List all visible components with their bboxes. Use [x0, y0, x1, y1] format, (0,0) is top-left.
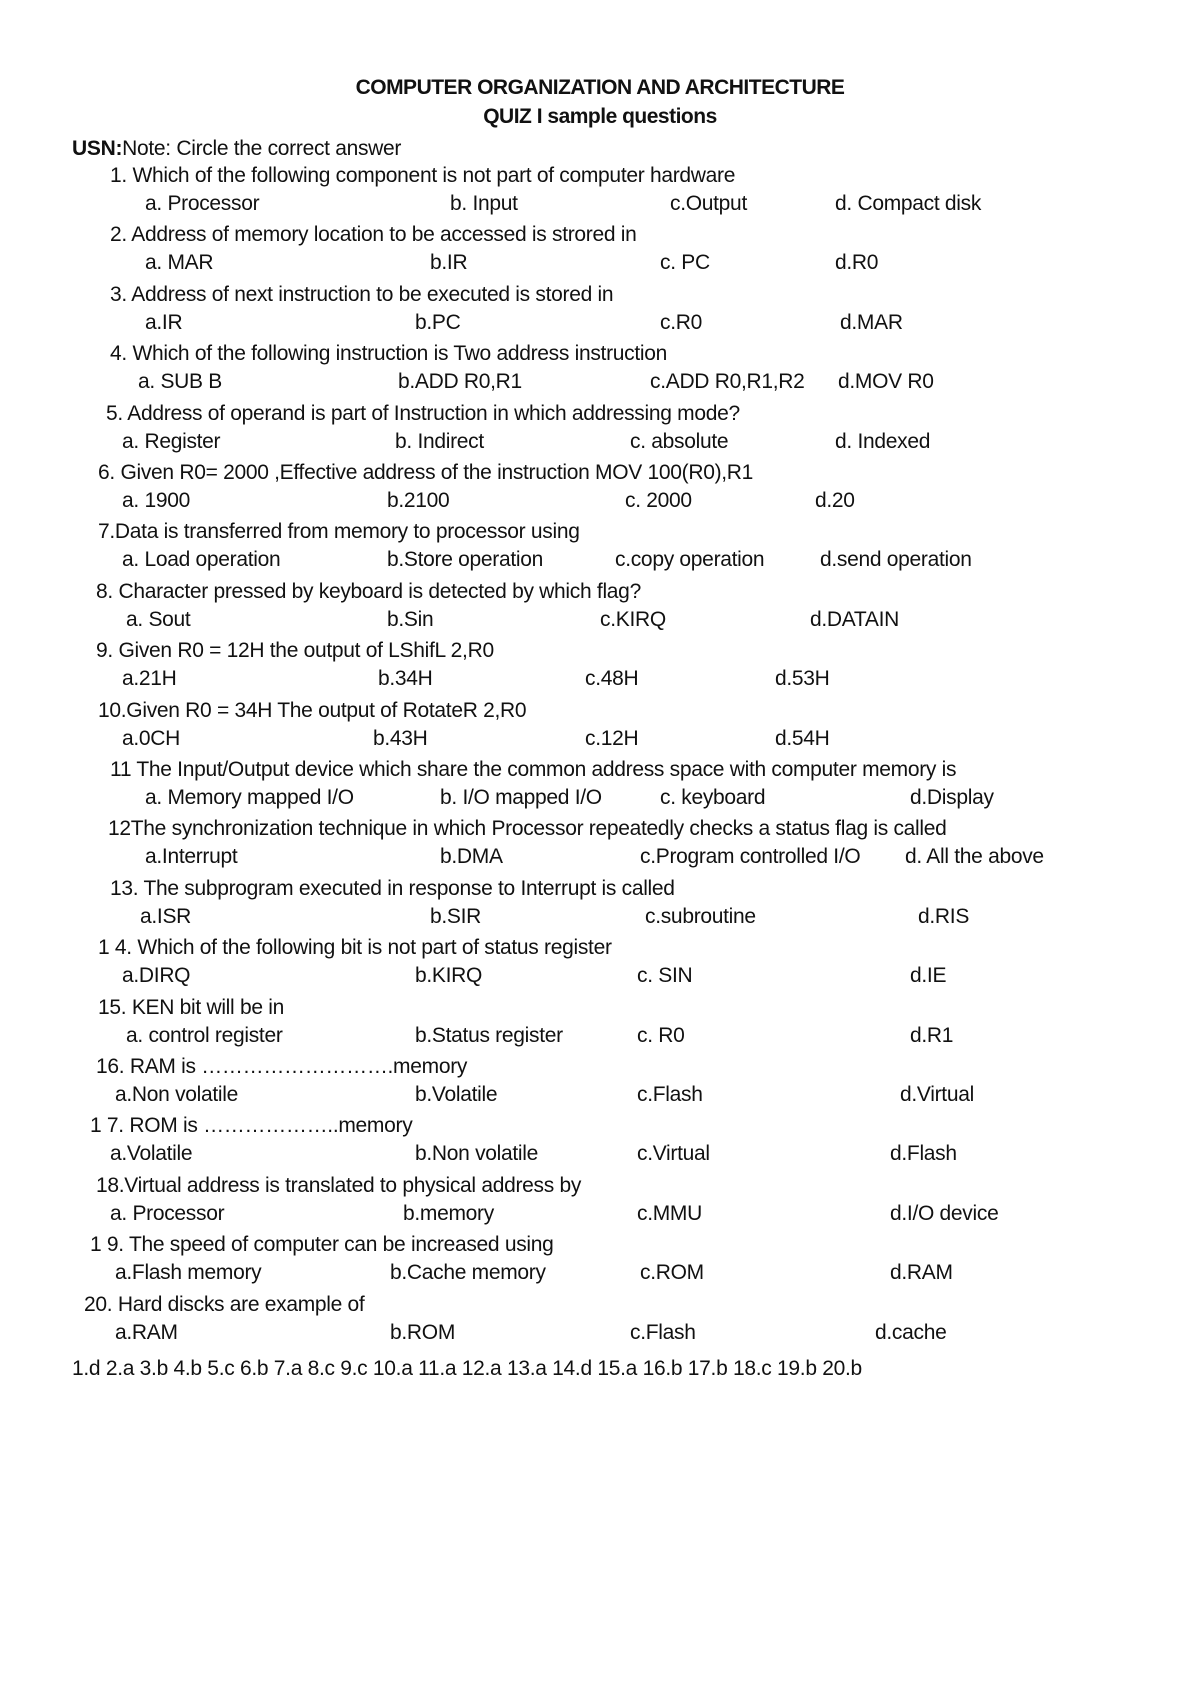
answer-option: c.subroutine [645, 904, 756, 928]
answer-option: a.Flash memory [115, 1261, 262, 1285]
answer-option: d.I/O device [890, 1201, 999, 1225]
answer-option: d.DATAIN [810, 607, 900, 631]
answer-option: a.IR [145, 310, 183, 334]
answer-option: c.KIRQ [600, 607, 666, 631]
answer-option: c. 2000 [625, 489, 692, 512]
question-text: 13. The subprogram executed in response to Interrupt is called [110, 876, 675, 900]
question-text: 6. Given R0= 2000 ,Effective address of the instruction MOV 100(R0),R1 [98, 461, 754, 484]
question-text: 1 4. Which of the following bit is not part of status register [98, 936, 612, 960]
answer-option: a.0CH [122, 726, 181, 750]
answer-option: a. 1900 [122, 489, 190, 512]
answer-option: d.R1 [910, 1023, 954, 1047]
answer-option: d.send operation [820, 548, 972, 572]
answer-option: b.Sin [387, 607, 434, 631]
answer-option: c.Output [670, 192, 747, 215]
answer-option: d.RIS [918, 904, 970, 928]
answer-option: d.RAM [890, 1261, 953, 1285]
usn-note-line [72, 136, 401, 162]
answer-option: c.12H [585, 726, 639, 750]
question-text: 8. Character pressed by keyboard is detected by which flag? [96, 579, 641, 603]
answer-option: c.Program controlled I/O [640, 845, 861, 869]
answer-option: d.cache [875, 1320, 947, 1344]
answer-option: d.54H [775, 726, 830, 750]
answer-option: b.SIR [430, 904, 482, 928]
document-title: COMPUTER ORGANIZATION AND ARCHITECTURE [355, 76, 845, 99]
answer-option: a.Volatile [110, 1142, 193, 1166]
answer-option: b.memory [403, 1201, 494, 1225]
answer-option: a.DIRQ [122, 964, 191, 988]
question-text: 1 7. ROM is ………………..memory [90, 1114, 413, 1138]
answer-option: b.ADD R0,R1 [398, 370, 522, 394]
document-subtitle: QUIZ I sample questions [483, 105, 717, 128]
answer-option: c.Flash [630, 1320, 696, 1344]
answer-option: b.2100 [387, 489, 450, 512]
question-text: 16. RAM is ……………………….memory [96, 1055, 468, 1078]
answer-option: d. Compact disk [835, 192, 982, 215]
question-text: 15. KEN bit will be in [98, 995, 284, 1019]
answer-option: b.IR [430, 251, 468, 275]
answer-option: c. R0 [637, 1023, 685, 1047]
answer-option: c. absolute [630, 429, 729, 453]
answer-option: c.ROM [640, 1261, 704, 1285]
question-text: 11 The Input/Output device which share the common address space with computer memory is [110, 758, 957, 781]
answer-option: b. Indirect [395, 429, 484, 453]
answer-option: d.MOV R0 [838, 370, 934, 394]
question-text: 9. Given R0 = 12H the output of LShifL 2,R0 [96, 639, 494, 663]
question-text: 18.Virtual address is translated to physical address by [96, 1173, 582, 1197]
answer-option: a. Memory mapped I/O [145, 786, 354, 809]
answer-option: d.53H [775, 667, 830, 691]
answer-option: d.Virtual [900, 1083, 974, 1106]
answer-option: c.copy operation [615, 548, 765, 572]
question-text: 5. Address of operand is part of Instruction in which addressing mode? [106, 401, 740, 425]
answer-option: b.Non volatile [415, 1142, 539, 1166]
question-text: 1 9. The speed of computer can be increased using [90, 1233, 554, 1257]
answer-option: c.MMU [637, 1201, 702, 1225]
question-text: 2. Address of memory location to be accessed is strored in [110, 223, 637, 247]
answer-option: d.Display [910, 786, 994, 809]
answer-option: a.ISR [140, 904, 192, 928]
answer-option: c.Flash [637, 1083, 703, 1106]
question-text: 10.Given R0 = 34H The output of RotateR 2,R0 [98, 698, 527, 722]
answer-option: b.43H [373, 726, 428, 750]
answer-option: c.ADD R0,R1,R2 [650, 370, 805, 394]
answer-option: b.34H [378, 667, 433, 691]
answer-key: 1.d 2.a 3.b 4.b 5.c 6.b 7.a 8.c 9.c 10.a 11.a 12.a 13.a 14.d 15.a 16.b 17.b 18.c 19.b 20.b [72, 1357, 862, 1380]
answer-option: c.48H [585, 667, 639, 691]
question-text: 4. Which of the following instruction is Two address instruction [110, 342, 668, 366]
answer-option: a. MAR [145, 251, 214, 275]
answer-option: a. control register [126, 1023, 283, 1047]
answer-option: b.Status register [415, 1023, 563, 1047]
answer-option: b. Input [450, 192, 518, 215]
answer-option: a.Non volatile [115, 1083, 239, 1106]
answer-option: b.DMA [440, 845, 503, 869]
answer-option: c.R0 [660, 310, 702, 334]
answer-option: b.Volatile [415, 1083, 498, 1106]
question-text: 1. Which of the following component is not part of computer hardware [110, 164, 736, 187]
answer-option: d.20 [815, 489, 855, 512]
instruction-note: Note: Circle the correct answer [122, 137, 402, 160]
answer-option: a. Load operation [122, 548, 281, 572]
answer-option: a. Processor [145, 192, 260, 215]
answer-option: d.R0 [835, 251, 879, 275]
answer-option: b.ROM [390, 1320, 456, 1344]
answer-option: a. Sout [126, 607, 191, 631]
answer-option: c. SIN [637, 964, 693, 988]
question-text: 3. Address of next instruction to be executed is stored in [110, 282, 614, 306]
answer-option: a. SUB B [138, 370, 222, 394]
answer-option: b.PC [415, 310, 461, 334]
answer-option: c.Virtual [637, 1142, 710, 1166]
answer-option: a. Processor [110, 1201, 225, 1225]
answer-option: d.Flash [890, 1142, 957, 1166]
answer-option: d. All the above [905, 845, 1044, 869]
answer-option: b.Store operation [387, 548, 544, 572]
answer-option: d.MAR [840, 310, 903, 334]
answer-option: b.KIRQ [415, 964, 483, 988]
answer-option: d.IE [910, 964, 947, 988]
question-text: 7.Data is transferred from memory to processor using [98, 520, 580, 544]
answer-option: a.21H [122, 667, 177, 691]
answer-option: a.Interrupt [145, 845, 238, 869]
answer-option: a.RAM [115, 1320, 178, 1344]
answer-option: b. I/O mapped I/O [440, 786, 602, 809]
usn-label: USN: [72, 137, 123, 160]
question-text: 12The synchronization technique in which Processor repeatedly checks a status flag is called [108, 817, 947, 841]
answer-option: c. PC [660, 251, 710, 275]
answer-option: c. keyboard [660, 786, 766, 809]
question-text: 20. Hard discks are example of [84, 1292, 365, 1316]
answer-option: a. Register [122, 429, 221, 453]
answer-option: d. Indexed [835, 429, 931, 453]
answer-option: b.Cache memory [390, 1261, 546, 1285]
